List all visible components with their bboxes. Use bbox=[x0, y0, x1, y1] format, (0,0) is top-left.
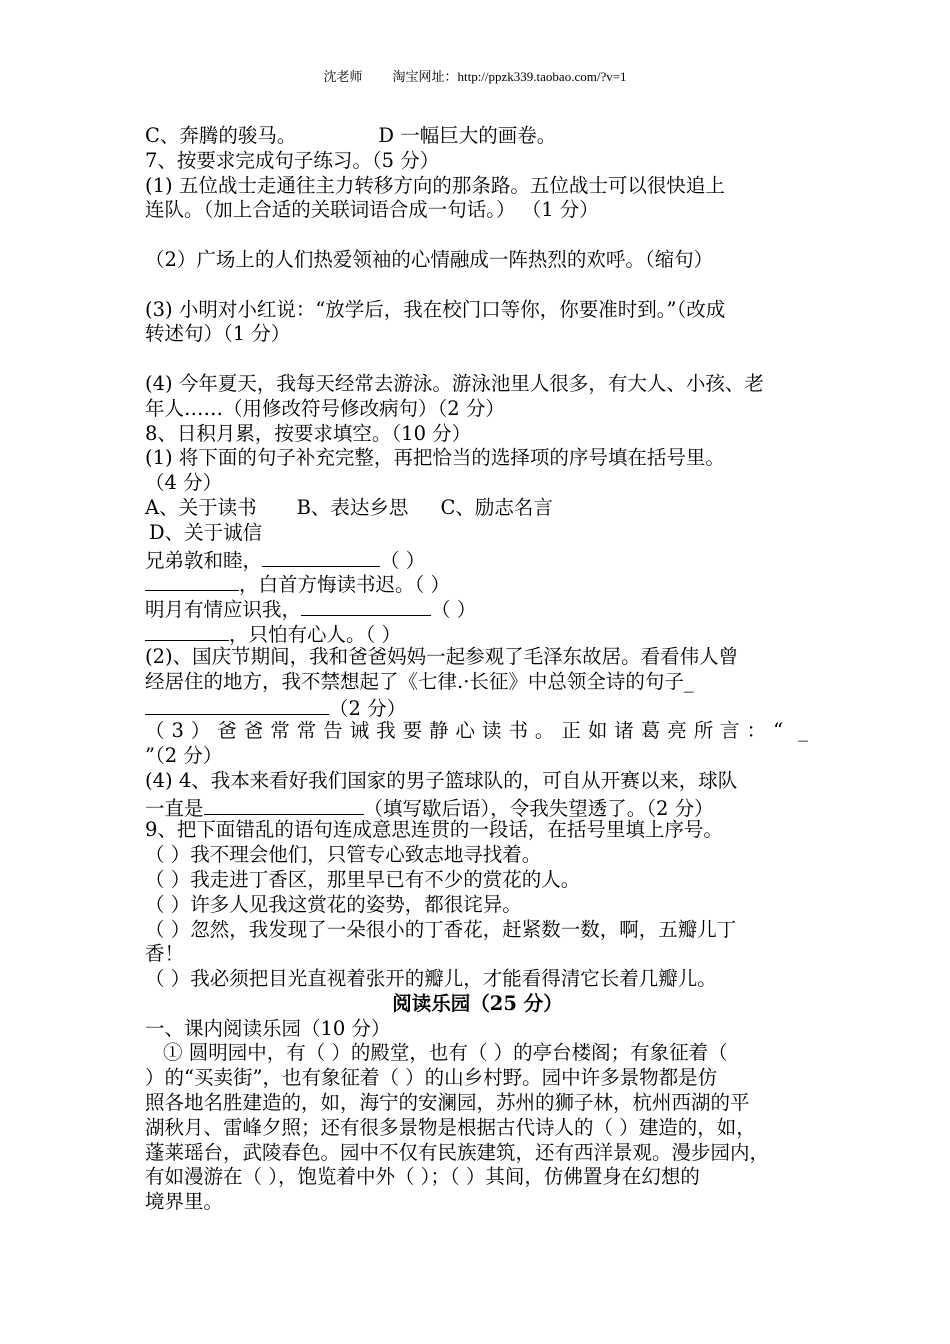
q9-sentence-3: （ ）许多人见我这赏花的姿势，都很诧异。 bbox=[145, 892, 522, 916]
q8-3-line-2: ”（2 分） bbox=[145, 743, 223, 767]
option-c-motto: C、励志名言 bbox=[440, 495, 553, 519]
q9-sentence-2: （ ）我走进丁香区，那里早已有不少的赏花的人。 bbox=[145, 867, 581, 891]
q9-sentence-4-line-2: 香！ bbox=[145, 942, 185, 966]
passage-line-4: 湖秋月、雷峰夕照；还有很多景物是根据古代诗人的（ ）建造的，如， bbox=[145, 1115, 756, 1139]
answer-blank[interactable] bbox=[301, 595, 431, 616]
passage-line-5: 蓬莱瑶台，武陵春色。园中不仅有民族建筑，还有西洋景观。漫步园内， bbox=[145, 1140, 770, 1164]
q8-2-line-2: 经居住的地方，我不禁想起了《七律.·长征》中总领全诗的句子_ bbox=[145, 669, 694, 693]
option-b: B、表达乡思 bbox=[296, 495, 409, 519]
fill-line-1: 兄弟敦和睦， （ ） bbox=[145, 546, 810, 571]
q8-options-abc bbox=[145, 496, 810, 521]
q8-4-line-2: 一直是 （填写歇后语），令我失望透了。（2 分） bbox=[145, 794, 810, 819]
passage-line-7: 境界里。 bbox=[145, 1190, 224, 1214]
header-teacher: 沈老师 bbox=[323, 69, 363, 84]
worksheet-body bbox=[145, 124, 810, 1215]
q8-1-line-2: （4 分） bbox=[145, 471, 223, 495]
fill-line-2: ，白首方悔读书迟。（ ） bbox=[145, 570, 810, 595]
passage-line-6: 有如漫游在（ ），饱览着中外（ ）；（ ）其间，仿佛置身在幻想的 bbox=[145, 1165, 700, 1189]
passage-line-1: ① 圆明园中，有（ ）的殿堂，也有（ ）的亭台楼阁；有象征着（ bbox=[163, 1041, 728, 1065]
question-7-title: 7、按要求完成句子练习。（5 分） bbox=[145, 148, 440, 172]
header-shop-url: 淘宝网址：http://ppzk339.taobao.com/?v=1 bbox=[392, 69, 627, 84]
q8-2-line-1: (2)、国庆节期间，我和爸爸妈妈一起参观了毛泽东故居。看看伟人曾 bbox=[145, 644, 739, 668]
q9-sentence-1: （ ）我不理会他们，只管专心致志地寻找着。 bbox=[145, 843, 542, 867]
q7-3-line-1: (3) 小明对小红说：“放学后，我在校门口等你，你要准时到。”（改成 bbox=[145, 297, 726, 321]
q7-1-line-1: (1) 五位战士走通往主力转移方向的那条路。五位战士可以很快追上 bbox=[145, 173, 725, 197]
passage-line-3: 照各地名胜建造的，如，海宁的安澜园，苏州的狮子林，杭州西湖的平 bbox=[145, 1091, 750, 1115]
option-a: A、关于读书 bbox=[145, 495, 257, 519]
answer-blank[interactable] bbox=[145, 570, 239, 591]
q7-3-line-2: 转述句）（1 分） bbox=[145, 322, 291, 346]
option-c: C、奔腾的骏马。 bbox=[145, 124, 297, 147]
q6-options-cd bbox=[145, 124, 810, 149]
page-header bbox=[0, 66, 950, 85]
q9-sentence-5: （ ）我必须把目光直视着张开的瓣儿，才能看得清它长着几瓣儿。 bbox=[145, 967, 717, 991]
q8-3-line-1: （3）爸爸常常告诫我要静心读书。正如诸葛亮所言：“ _ bbox=[145, 719, 810, 743]
answer-blank[interactable] bbox=[262, 546, 380, 567]
reading-part-1-title: 一、课内阅读乐园（10 分） bbox=[145, 1016, 391, 1040]
question-9-title: 9、把下面错乱的语句连成意思连贯的一段话，在括号里填上序号。 bbox=[145, 818, 723, 842]
q7-2: （2）广场上的人们热爱领袖的心情融成一阵热烈的欢呼。（缩句） bbox=[145, 247, 714, 271]
q8-4-line-1: (4) 4、我本来看好我们国家的男子篮球队的，可自从开赛以来，球队 bbox=[145, 768, 738, 792]
fill-line-3: 明月有情应识我， （ ） bbox=[145, 595, 810, 620]
question-8-title: 8、日积月累，按要求填空。（10 分） bbox=[145, 421, 472, 445]
passage-line-2: ）的“买卖街”，也有象征着（ ）的山乡村野。园中许多景物都是仿 bbox=[145, 1066, 718, 1090]
answer-blank[interactable] bbox=[145, 694, 329, 715]
q7-4-line-2: 年人……（用修改符号修改病句）（2 分） bbox=[145, 396, 505, 420]
reading-section-title: 阅读乐园（25 分） bbox=[392, 991, 563, 1015]
answer-blank[interactable] bbox=[145, 620, 229, 641]
q9-sentence-4-line-1: （ ）忽然，我发现了一朵很小的丁香花，赶紧数一数，啊，五瓣儿丁 bbox=[145, 917, 737, 941]
q8-2-line-3: （2 分） bbox=[145, 694, 810, 719]
option-d: D 一幅巨大的画卷。 bbox=[378, 124, 557, 147]
fill-line-4: ，只怕有心人。（ ） bbox=[145, 620, 810, 645]
option-d-honesty: D、关于诚信 bbox=[149, 520, 263, 544]
q7-4-line-1: (4) 今年夏天，我每天经常去游泳。游泳池里人很多，有大人、小孩、老 bbox=[145, 371, 764, 395]
answer-blank[interactable] bbox=[204, 794, 364, 815]
q8-1-line-1: (1) 将下面的句子补充完整，再把恰当的选择项的序号填在括号里。 bbox=[145, 446, 725, 470]
q7-1-line-2: 连队。（加上合适的关联词语合成一句话。） （1 分） bbox=[145, 198, 599, 222]
